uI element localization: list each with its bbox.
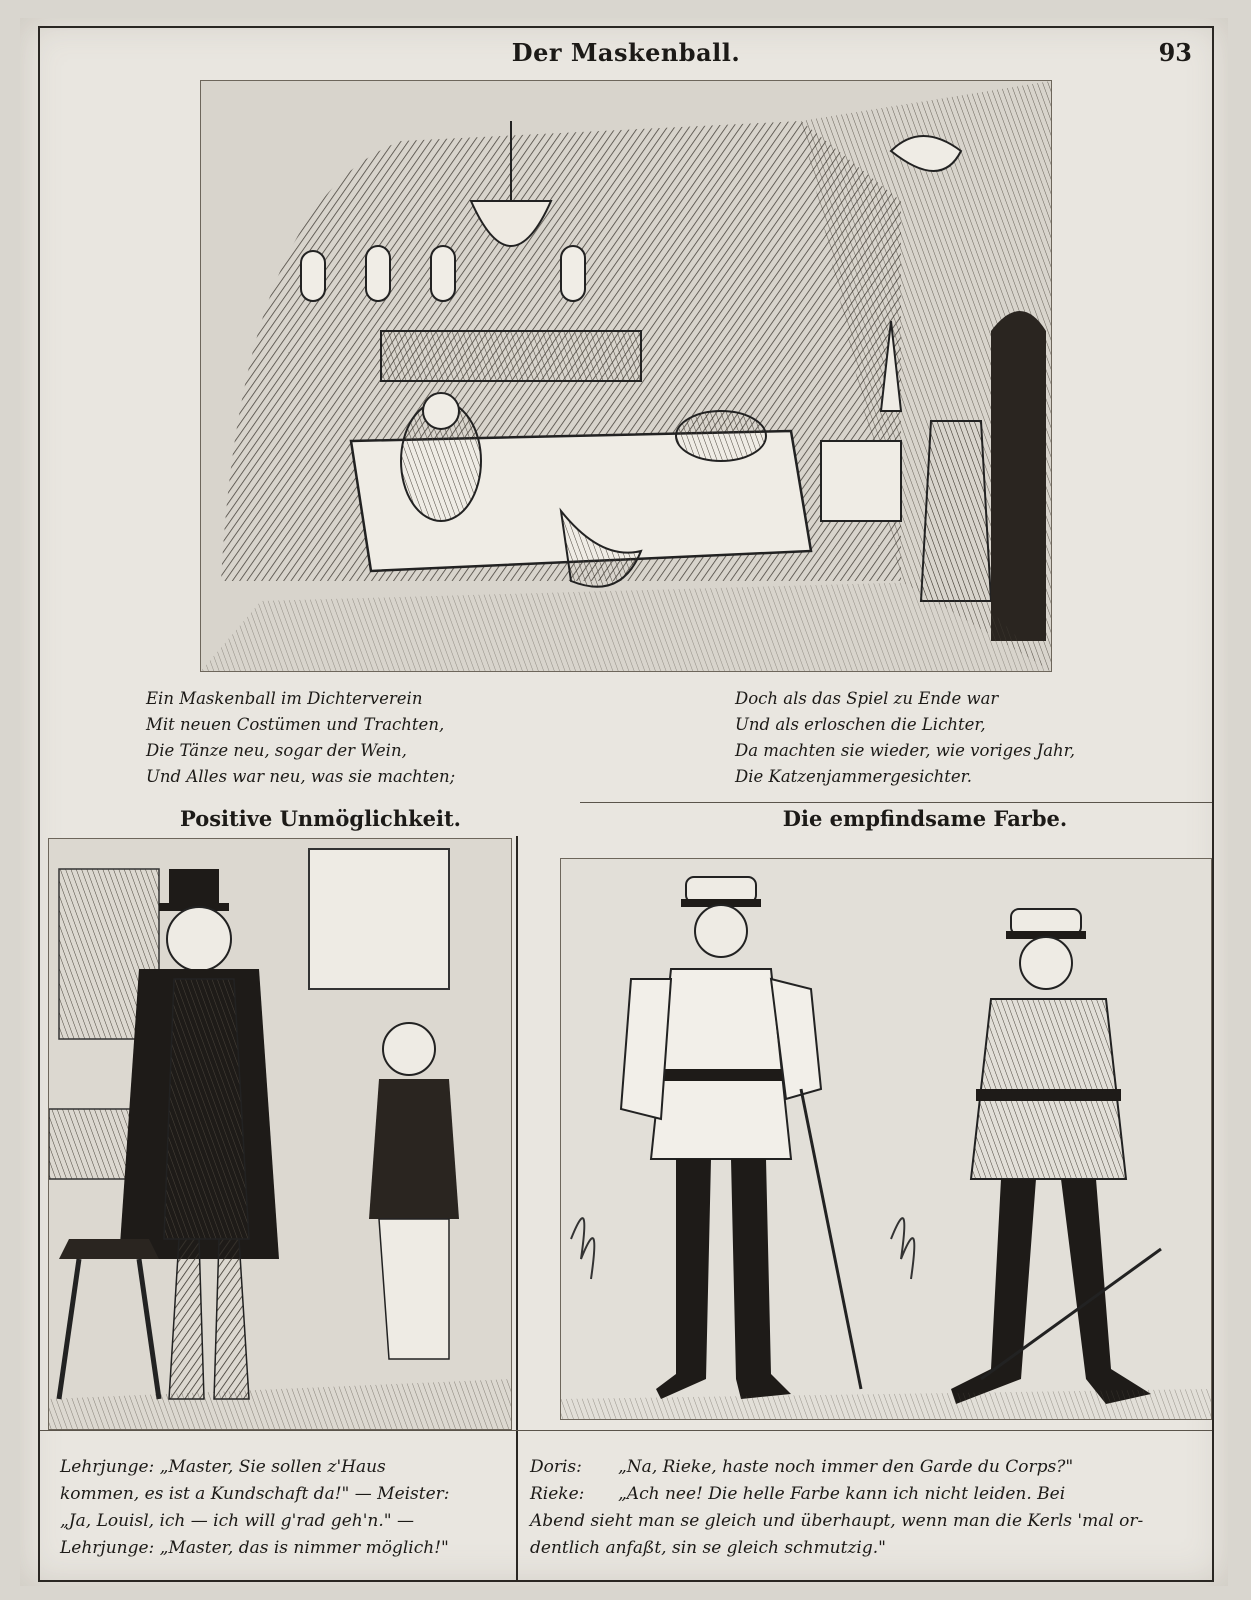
maskenball-illustration	[200, 80, 1052, 672]
verse-line: Doch als das Spiel zu Ende war	[735, 689, 999, 708]
dialogue-line: dentlich anfaßt, sin se gleich schmutzig."	[530, 1538, 886, 1558]
verse-line: Die Katzenjammergesichter.	[735, 767, 972, 786]
caption-line: Lehrjunge: „Master, das is nimmer möglich!"	[60, 1538, 449, 1558]
caption-line: „Ja, Louisl, ich — ich will g'rad geh'n." —	[60, 1511, 414, 1531]
page-frame	[38, 26, 1214, 1582]
verse-line: Und Alles war neu, was sie machten;	[146, 767, 456, 786]
caption-line: Lehrjunge: „Master, Sie sollen z'Haus	[60, 1457, 386, 1477]
farbe-caption	[530, 1454, 1143, 1562]
positive-illustration	[48, 838, 512, 1430]
page-number: 93	[1158, 38, 1192, 67]
dialogue-row	[530, 1481, 1143, 1508]
verse-line: Da machten sie wieder, wie voriges Jahr,	[735, 741, 1076, 760]
speaker-rieke: Rieke:	[530, 1484, 585, 1504]
dialogue-row	[530, 1454, 1143, 1481]
speaker-doris: Doris:	[530, 1457, 582, 1477]
caption-rule	[40, 1430, 1212, 1431]
verse-line: Ein Maskenball im Dichterverein	[146, 689, 423, 708]
section-title-positive: Positive Unmöglichkeit.	[180, 806, 461, 831]
section-title-farbe: Die empfindsame Farbe.	[782, 806, 1068, 831]
verse-line: Mit neuen Costümen und Trachten,	[146, 715, 445, 734]
dialogue-line: Abend sieht man se gleich und überhaupt, wenn man die Kerls 'mal or-	[530, 1511, 1144, 1531]
caption-line: kommen, es ist a Kundschaft da!" — Meister:	[60, 1484, 450, 1504]
verse-line: Die Tänze neu, sogar der Wein,	[146, 741, 407, 760]
maskenball-verse-left	[146, 686, 455, 790]
dialogue-line: „Ach nee! Die helle Farbe kann ich nicht leiden. Bei	[618, 1484, 1066, 1504]
column-rule-top	[580, 802, 1212, 803]
dialogue-line: „Na, Rieke, haste noch immer den Garde du Corps?"	[618, 1457, 1074, 1477]
page-title: Der Maskenball.	[511, 38, 741, 67]
maskenball-verse-right	[735, 686, 1075, 790]
column-divider	[516, 836, 518, 1580]
page	[20, 18, 1228, 1586]
verse-line: Und als erloschen die Lichter,	[735, 715, 986, 734]
farbe-illustration	[560, 858, 1212, 1420]
positive-caption	[60, 1454, 450, 1562]
